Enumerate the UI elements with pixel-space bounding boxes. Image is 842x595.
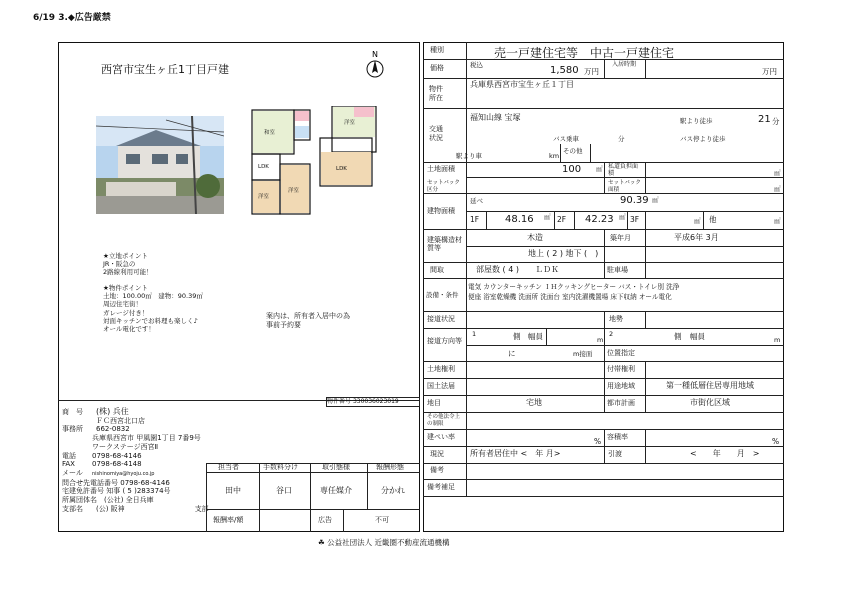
walk-unit: 分 [772,117,780,126]
staff-value: 専任媒介 [320,486,352,495]
reward-label: 報酬率/額 [213,516,244,524]
staff-header: 手数料分け [263,463,298,471]
road2-width-label: 幅員 [690,332,705,341]
road2-unit: m [774,336,781,344]
delivery-value: < 年 月 > [690,449,760,458]
bus-stop-label: バス停より徒歩 [680,135,726,143]
svg-text:LDK: LDK [258,164,269,170]
svg-text:N: N [372,50,378,59]
structure-label: 建築構造材質等 [427,236,462,252]
staff-value: 田中 [225,486,241,495]
facilities-label: 設備・条件 [426,291,459,299]
property-title: 西宮市宝生ヶ丘1丁目戸建 [101,63,229,76]
total-area-value: 90.39 [620,195,649,206]
walk-minutes: 21 [758,114,771,125]
floor-ratio-unit: % [772,437,780,446]
structure-value: 木造 [527,233,543,242]
floor-label-1f: 1F [470,215,480,224]
price-unit-2: 万円 [762,67,777,76]
position-label: 位置指定 [607,349,635,357]
floors-value: 地上 ( 2 ) 地下 ( ) [528,249,599,258]
footer: ☘ 公益社団法人 近畿圏不動産流通機構 [318,538,450,547]
ad-value: 不可 [375,516,389,524]
svg-text:洋室: 洋室 [258,194,270,200]
setback-area-unit: ㎡ [774,185,781,193]
status-value: 所有者居住中 < 年 月> [470,449,561,458]
other-law-label: その他法令上の制限 [427,414,461,427]
price-tax-label: 税込 [470,61,483,69]
selling-points: ★立地ポイント JR・阪急の 2路線利用可能！ ★物件ポイント 土地：100.00㎡ 建物：90.39㎡ 周辺住宅街！ ガレージ付き！ 対面キッチンでお料理も楽しく♪ オール電化です！ [103,252,203,333]
property-number-box: 物件番号 330036023019 [326,397,420,407]
staff-header: 担当者 [218,463,239,471]
setback-label: セットバック区分 [427,180,460,193]
price-value: 1,580 [550,65,579,76]
floor-unit-3f: ㎡ [694,217,701,225]
zoning-value: 第一種低層住居専用地域 [666,381,754,390]
private-road-label: 私道負担面積 [608,163,639,177]
staff-value: 谷口 [276,486,292,495]
svg-text:和室: 和室 [264,130,276,136]
building-area-label: 建物面積 [427,207,455,215]
other-floor-unit: ㎡ [774,217,781,225]
page-header: 6/19 3.◆広告厳禁 [33,13,111,23]
floor-value-2f: 42.23 [585,214,614,225]
remarks-label: 備考 [430,466,444,474]
status-label: 現況 [430,450,444,458]
staff-value: 分かれ [381,486,405,495]
coverage-label: 建ぺい率 [427,433,455,441]
floor-label-3f: 3F [630,215,640,224]
city-plan-label: 都市計画 [607,399,635,407]
parking-label: 駐車場 [607,266,628,274]
move-in-label: 入居時期 [611,61,636,68]
setback-area-label: セットバック面積 [608,180,641,193]
price-unit: 万円 [584,67,599,76]
built-value: 平成6年 3月 [674,233,719,242]
ni-label: に [508,349,516,358]
land-right-label: 土地権利 [427,365,455,373]
bus-unit: 分 [618,135,625,143]
frontage-label: m接面 [573,350,593,358]
zoning-label: 用途地域 [607,382,635,390]
svg-text:洋室: 洋室 [288,188,300,194]
walk-label: 駅より徒歩 [680,117,713,125]
land-category-label: 地目 [427,399,441,407]
city-plan-value: 市街化区域 [690,398,730,407]
floor-value-1f: 48.16 [505,214,534,225]
road2-no: 2 [609,330,614,338]
association-logo-icon: ☘ [318,538,325,547]
facilities-text: 電気 カウンターキッチン ＩＨクッキングヒーター バス・トイレ別 洗浄 便座 浴室乾燥機 洗面所 洗面台 室内洗濯機置場 床下収納 オール電化 [468,283,680,301]
ad-label: 広告 [318,516,332,524]
location-value: 兵庫県西宮市宝生ヶ丘１丁目 [470,80,574,89]
layout-value: 部屋数 ( 4 ) ＬＤＫ [476,265,559,274]
land-area-value: 100 [562,164,582,175]
floor-unit-2f: ㎡ [619,213,626,221]
svg-text:LDK: LDK [336,166,347,172]
line-value: 福知山線 宝塚 [470,113,521,122]
land-area-unit: ㎡ [596,165,603,173]
coverage-unit: % [594,437,602,446]
company-block: 商 号 (株) 兵住 ＦＣ西宮北口店 事務所 662-0832 兵庫県西宮市 甲風園1丁目 7番9号 ワークステージ西宮Ⅱ 電話 0798-68-4146 FAX 0798-68-4148 メール nishinomiya@hyoju.co.jp 問合せ先電話番号 0798-68-4146 宅建免許番号 知事 ( 5 )283374号 所属団体名 (公社) 全日兵庫 支部名 (公) 阪神 支部 [62,407,209,513]
other-floor-label: 他 [709,215,717,224]
remarks-supplement-label: 備考補足 [427,483,455,491]
total-label: 延べ [470,197,483,205]
floor-plan [244,106,384,218]
km-unit: km [549,152,560,160]
private-road-unit: ㎡ [774,169,781,177]
price-label: 価格 [430,64,444,72]
station-car-label: 駅より車 [456,152,482,160]
national-law-label: 国土法届 [427,382,455,390]
road1-dir: 側 [513,332,521,341]
road1-no: 1 [472,330,477,338]
type-value: 売一戸建住宅等 中古一戸建住宅 [494,46,675,60]
viewing-note: 案内は、所有者入居中の為 事前予約要 [266,312,350,329]
floor-unit-1f: ㎡ [544,213,551,221]
staff-header: 報酬形態 [376,463,404,471]
road-side-label: 接道方向等 [427,337,462,345]
north-arrow-icon [364,49,386,79]
layout-label: 間取 [430,266,444,274]
road1-unit: m [597,336,604,344]
other-label: その他 [563,147,583,155]
usage-label: 付帯権利 [607,365,635,373]
bus-label: バス乗車 [553,135,579,143]
road1-width-label: 幅員 [528,332,543,341]
road-status-label: 接道状況 [427,315,455,323]
staff-header: 取引態様 [322,463,350,471]
floor-label-2f: 2F [557,215,567,224]
transport-label: 交通状況 [429,125,443,142]
road2-dir: 側 [674,332,682,341]
type-label: 種別 [430,46,444,54]
property-photo [96,116,224,214]
floor-ratio-label: 容積率 [607,433,628,441]
land-area-label: 土地面積 [427,165,455,173]
total-area-unit: ㎡ [652,196,659,204]
location-label: 物件所在 [429,85,443,102]
svg-text:洋室: 洋室 [344,120,356,126]
built-label: 築年月 [610,234,631,242]
delivery-label: 引渡 [608,450,622,458]
land-category-value: 宅地 [526,398,542,407]
topography-label: 地勢 [609,315,623,323]
